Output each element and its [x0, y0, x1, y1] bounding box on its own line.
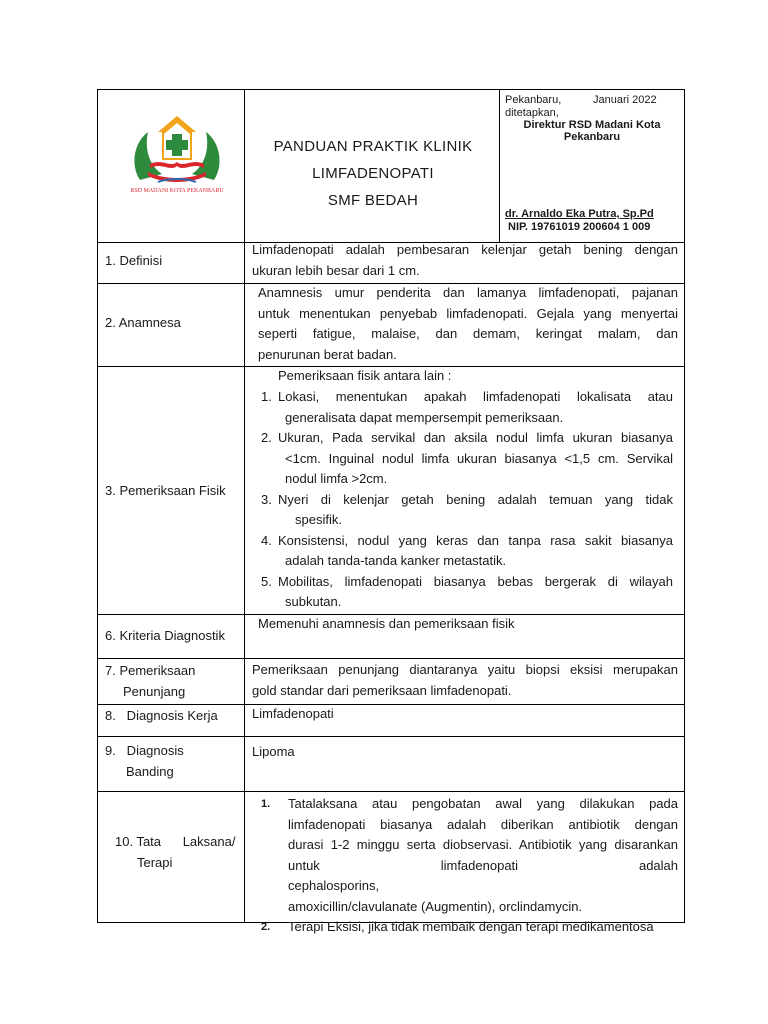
row-label-kriteria: 6. Kriteria Diagnostik [105, 628, 225, 643]
text-line: gold standar dari pemeriksaan limfadenopati. [252, 682, 512, 698]
list-number: 2. [261, 921, 271, 933]
text-line: adalah tanda-tanda kanker metastatik. [285, 553, 507, 568]
row-label-banding-cont: Banding [126, 764, 174, 779]
list-number: 5. [261, 573, 272, 589]
text-line: nodul limfa >2cm. [285, 471, 388, 486]
hospital-logo [128, 110, 226, 205]
row-content-kerja: Limfadenopati [252, 706, 334, 721]
text-line: Mobilitas, limfadenopati biasanya bebas bergerak di wilayah [278, 573, 673, 589]
row-label-tata-cont: Terapi [137, 855, 173, 870]
text-line: untuk menentukan penyebab limfadenopati. Gejala yang menyertai [258, 305, 678, 321]
row-content-banding: Lipoma [252, 744, 295, 759]
place-label: Pekanbaru, [505, 94, 562, 106]
row-label-banding: 9. Diagnosis [105, 743, 184, 758]
list-item [261, 387, 673, 428]
document-topic: LIMFADENOPATI [312, 165, 434, 182]
row-label-tata: 10. Tata Laksana/ [115, 834, 236, 849]
text-line: Lokasi, menentukan apakah limfadenopati lokalisata atau [278, 389, 673, 404]
list-number: 4. [261, 532, 272, 548]
row-label-fisik: 3. Pemeriksaan Fisik [105, 483, 226, 498]
text-line: Terapi Eksisi, jika tidak membaik dengan terapi medikamentosa [288, 919, 654, 934]
fisik-intro: Pemeriksaan fisik antara lain : [278, 368, 452, 383]
list-item [261, 917, 678, 938]
text-line: Tatalaksana atau pengobatan awal yang dilakukan pada [288, 796, 678, 811]
director-title: Direktur RSD Madani Kota [523, 119, 661, 131]
text-line: durasi 1-2 minggu serta diobservasi. Antibiotik yang disarankan [288, 837, 678, 852]
list-number: 1. [261, 389, 272, 404]
row-divider [98, 658, 684, 659]
row-content-penunjang [252, 660, 678, 701]
text-line: untuk limfadenopati adalah cephalosporins, [288, 857, 678, 893]
list-item [261, 428, 673, 490]
text-line: Anamnesis umur penderita dan lamanya limfadenopati, pajanan [258, 285, 678, 300]
text-line: generalisata dapat mempersempit pemeriksaan. [285, 409, 564, 425]
row-content-anamnesa [258, 283, 678, 365]
text-line: seperti fatigue, malaise, dan demam, keringat malam, dan [258, 326, 678, 341]
row-label-anamnesa: 2. Anamnesa [105, 315, 181, 330]
list-number: 3. [261, 491, 272, 507]
row-content-definisi [252, 240, 678, 281]
date-label: Januari 2022 [593, 94, 657, 106]
signatory-name: dr. Arnaldo Eka Putra, Sp.Pd [505, 208, 654, 220]
tata-list [261, 794, 678, 938]
text-line: Limfadenopati adalah pembesaran kelenjar getah bening dengan [252, 242, 678, 257]
list-number: 2. [261, 430, 272, 445]
row-divider [98, 791, 684, 792]
text-line: limfadenopati biasanya adalah diberikan antibiotik dengan [288, 816, 678, 832]
list-item [261, 531, 673, 572]
row-label-penunjang-cont: Penunjang [123, 684, 186, 699]
signatory-nip: NIP. 19761019 200604 1 009 [508, 221, 651, 233]
text-line: Konsistensi, nodul yang keras dan tanpa rasa sakit biasanya [278, 532, 673, 548]
text-line: ukuran lebih besar dari 1 cm. [252, 262, 420, 278]
row-label-kerja: 8. Diagnosis Kerja [105, 708, 218, 723]
text-line: spesifik. [295, 512, 342, 527]
fisik-list [261, 387, 673, 613]
text-line: <1cm. Inguinal nodul limfa ukuran biasanya <1,5 cm. Servikal [285, 450, 673, 466]
set-label: ditetapkan, [505, 107, 559, 119]
row-divider [98, 736, 684, 737]
list-item [261, 490, 673, 531]
document-table [97, 89, 685, 934]
document-department: SMF BEDAH [327, 192, 419, 209]
column-divider [244, 90, 245, 923]
text-line: penurunan berat badan. [258, 346, 397, 362]
row-label-penunjang: 7. Pemeriksaan [105, 663, 196, 678]
text-line: Nyeri di kelenjar getah bening adalah temuan yang tidak [278, 491, 673, 507]
list-item [261, 572, 673, 613]
text-line: Ukuran, Pada servikal dan aksila nodul limfa ukuran biasanya [278, 430, 673, 445]
director-city: Pekanbaru [563, 131, 621, 143]
document-title: PANDUAN PRAKTIK KLINIK [273, 138, 473, 155]
text-line: Pemeriksaan penunjang diantaranya yaitu biopsi eksisi merupakan [252, 662, 678, 677]
text-line: subkutan. [285, 594, 342, 609]
row-label-definisi: 1. Definisi [105, 253, 163, 268]
row-content-kriteria: Memenuhi anamnesis dan pemeriksaan fisik [258, 616, 515, 631]
list-number: 1. [261, 798, 271, 810]
logo-caption: RSD MADANI KOTA PEKANBARU [130, 188, 224, 194]
list-item [261, 794, 678, 917]
text-line: amoxicillin/clavulanate (Augmentin), orclindamycin. [288, 898, 583, 914]
